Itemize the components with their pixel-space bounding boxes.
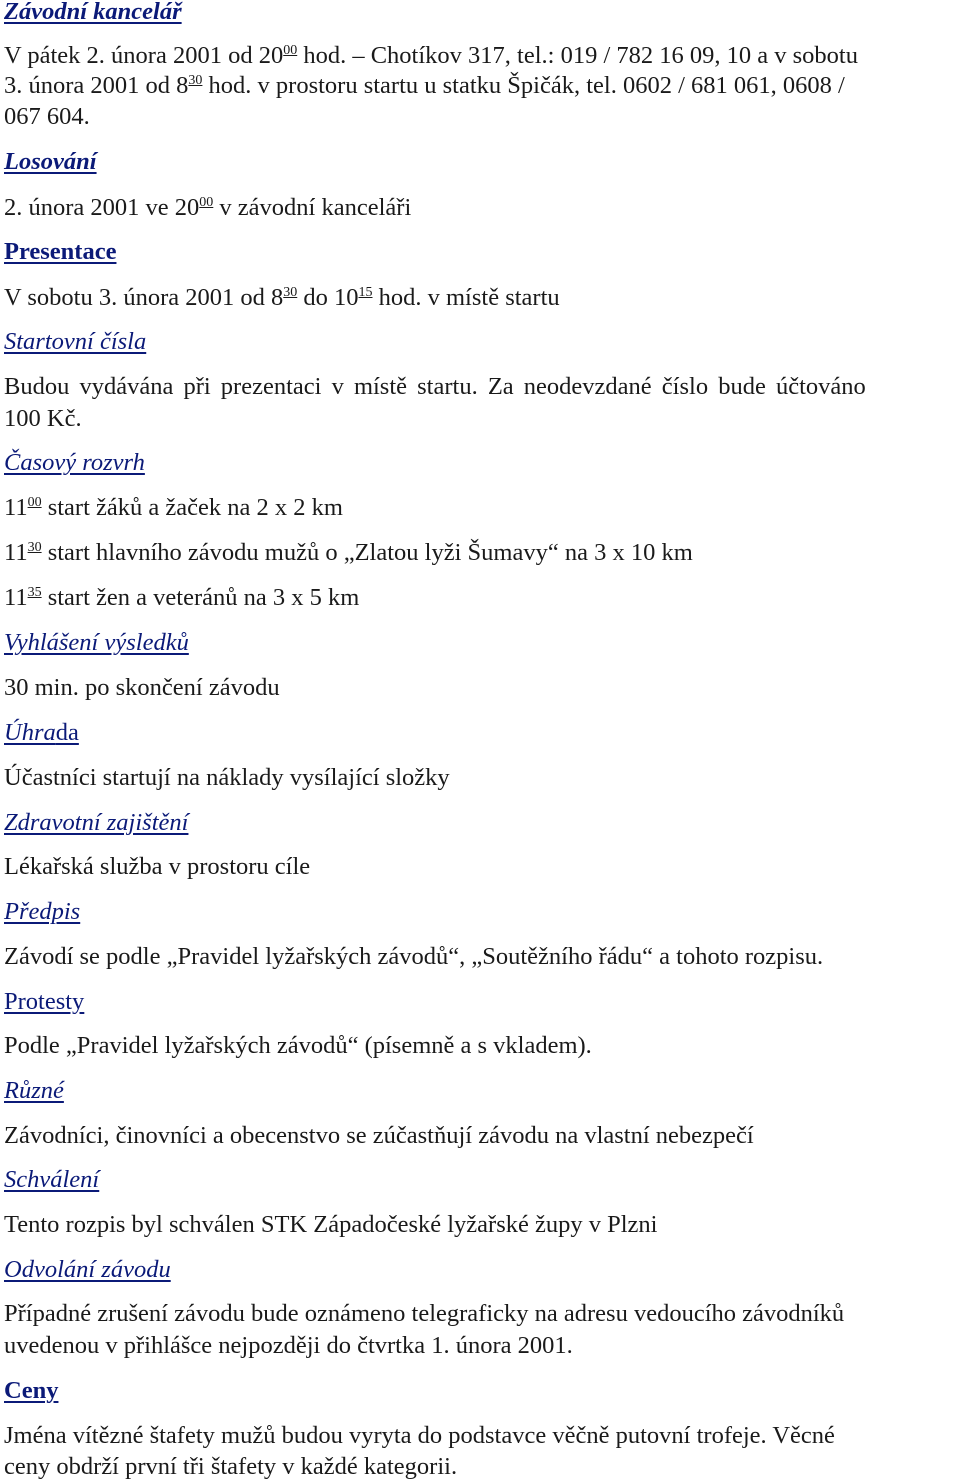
schvaleni-text: Tento rozpis byl schválen STK Západočeské lyžařské župy v Plzni [4, 1211, 658, 1238]
zdravotni-text: Lékařská služba v prostoru cíle [4, 853, 311, 880]
ceny-line-2: ceny obdrží první tři štafety v každé kategorii. [4, 1453, 458, 1480]
heading-predpis: Předpis [4, 898, 81, 925]
heading-startovni-cisla: Startovní čísla [4, 328, 147, 355]
heading-losovani: Losování [4, 148, 97, 175]
heading-ceny: Ceny [4, 1377, 59, 1404]
heading-zavodni-kancelar: Závodní kancelář [4, 0, 182, 25]
protesty-text: Podle „Pravidel lyžařských závodů“ (písemně a s vkladem). [4, 1032, 592, 1059]
odvolani-line-2: uvedenou v přihlášce nejpozději do čtvrtka 1. února 2001. [4, 1332, 573, 1359]
presentace-text: V sobotu 3. února 2001 od $8^{30}$ do $10^{15}$ hod. v místě startu [4, 284, 560, 311]
rozvrh-item: $11^{30}$ start hlavního závodu mužů o „Zlatou lyži Šumavy“ na 3 x 10 km [4, 539, 693, 566]
kancelar-line-3: 067 604. [4, 103, 90, 130]
heading-ruzne: Různé [4, 1077, 64, 1104]
kancelar-line-2: 3. února 2001 od $8^{30}$ hod. v prostoru startu u statku Špičák, tel. 0602 / 681 061, 0608 / [4, 72, 845, 99]
vyhlaseni-text: 30 min. po skončení závodu [4, 674, 280, 701]
ruzne-text: Závodníci, činovníci a obecenstvo se zúčastňují závodu na vlastní nebezpečí [4, 1122, 754, 1149]
heading-protesty: Protesty [4, 988, 85, 1015]
heading-uhrada: Úhrada [4, 719, 79, 746]
ceny-line-1: Jména vítězné štafety mužů budou vyryta do podstavce věčně putovní trofeje. Věcné [4, 1422, 835, 1449]
heading-casovy-rozvrh: Časový rozvrh [4, 449, 145, 476]
startovni-line-1: Budou vydávána při prezentaci v místě startu. Za neodevzdané číslo bude účtováno [4, 373, 866, 400]
losovani-text: 2. února 2001 ve $20^{00}$ v závodní kanceláři [4, 194, 412, 221]
odvolani-line-1: Případné zrušení závodu bude oznámeno telegraficky na adresu vedoucího závodníků [4, 1300, 845, 1327]
heading-zdravotni-zajisteni: Zdravotní zajištění [4, 809, 189, 836]
heading-odvolani-zavodu: Odvolání závodu [4, 1256, 171, 1283]
rozvrh-item: $11^{00}$ start žáků a žaček na 2 x 2 km [4, 494, 343, 521]
kancelar-line-1: V pátek 2. února 2001 od $20^{00}$ hod. – Chotíkov 317, tel.: 019 / 782 16 09, 10 a v sobotu [4, 42, 858, 69]
heading-vyhlaseni-vysledku: Vyhlášení výsledků [4, 629, 189, 656]
heading-presentace: Presentace [4, 238, 117, 265]
predpis-text: Závodí se podle „Pravidel lyžařských závodů“, „Soutěžního řádu“ a tohoto rozpisu. [4, 943, 824, 970]
rozvrh-item: $11^{35}$ start žen a veteránů na 3 x 5 km [4, 584, 360, 611]
uhrada-text: Účastníci startují na náklady vysílající složky [4, 764, 450, 791]
startovni-line-2: 100 Kč. [4, 405, 82, 432]
heading-schvaleni: Schválení [4, 1166, 100, 1193]
